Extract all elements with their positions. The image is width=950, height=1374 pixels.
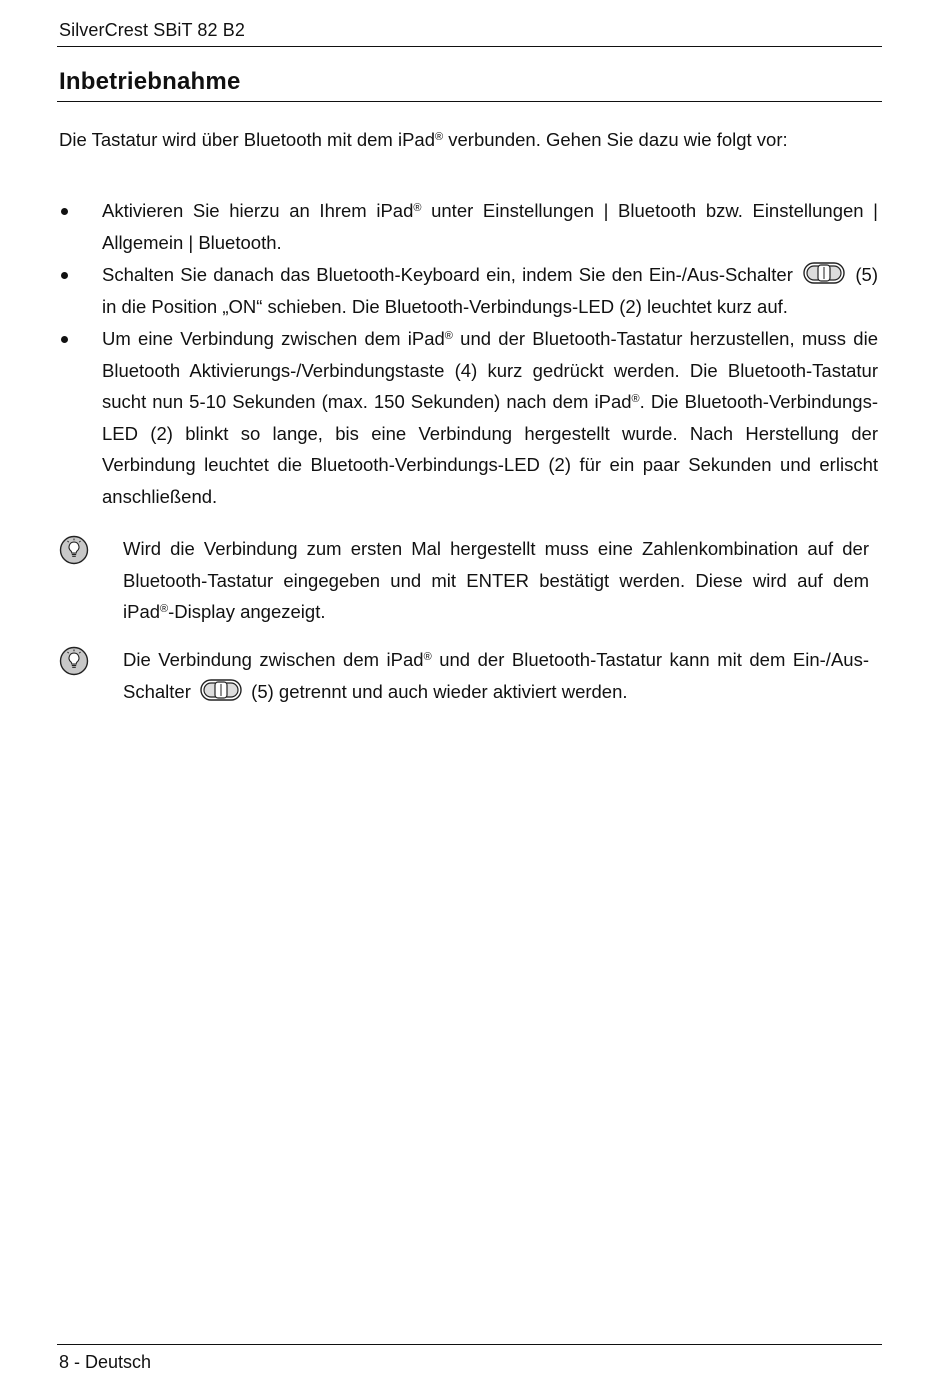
registered-mark: ® — [444, 330, 453, 342]
instruction-list — [59, 195, 878, 513]
list-item: Um eine Verbindung zwischen dem iPad® und der Bluetooth-Tastatur herzustellen, muss die Bluetooth Aktivierungs-/Verbindungstaste (4) kurz gedrückt werden. Die Bluetooth-Tastatur sucht nun 5-10 Sekunden (max. 150 Sekunden) nach dem iPad®. Die Bluetooth-Verbindungs-LED (2) blinkt so lange, bis eine Verbindung hergestellt wurde. Nach Herstellung der Verbindung leuchtet die Bluetooth-Verbindungs-LED (2) für ein paar Sekunden und erlischt anschließend. — [59, 323, 878, 512]
intro-paragraph: Die Tastatur wird über Bluetooth mit dem iPad® verbunden. Gehen Sie dazu wie folgt vor: — [59, 129, 788, 150]
registered-mark: ® — [631, 393, 640, 405]
registered-mark: ® — [423, 651, 432, 663]
footer-rule — [57, 1344, 882, 1345]
list-item: Schalten Sie danach das Bluetooth-Keyboard ein, indem Sie den Ein-/Aus-Schalter (5) in die Position „ON“ schieben. Die Bluetooth-Verbindungs-LED (2) leuchtet kurz auf. — [59, 259, 878, 322]
registered-mark: ® — [160, 603, 169, 615]
tip-text: Wird die Verbindung zum ersten Mal hergestellt muss eine Zahlenkombination auf der Bluetooth-Tastatur eingegeben und mit ENTER bestätigt werden. Diese wird auf dem iPad®-Display angezeigt. — [123, 538, 869, 622]
registered-mark: ® — [413, 202, 422, 214]
title-rule — [57, 101, 882, 102]
tip-text: Die Verbindung zwischen dem iPad® und der Bluetooth-Tastatur kann mit dem Ein-/Aus-Schalter (5) getrennt und auch wieder aktiviert werden. — [123, 649, 869, 702]
page-footer: 8 - Deutsch — [59, 1352, 152, 1372]
document-header: SilverCrest SBiT 82 B2 — [59, 20, 245, 40]
section-title: Inbetriebnahme — [59, 68, 241, 95]
registered-mark: ® — [435, 131, 444, 143]
lightbulb-icon — [59, 535, 89, 565]
slide-switch-icon — [803, 262, 845, 284]
lightbulb-icon — [59, 646, 89, 676]
slide-switch-icon — [200, 679, 242, 701]
list-item: Aktivieren Sie hierzu an Ihrem iPad® unter Einstellungen | Bluetooth bzw. Einstellungen | Allgemein | Bluetooth. — [59, 195, 878, 258]
header-rule — [57, 46, 882, 47]
